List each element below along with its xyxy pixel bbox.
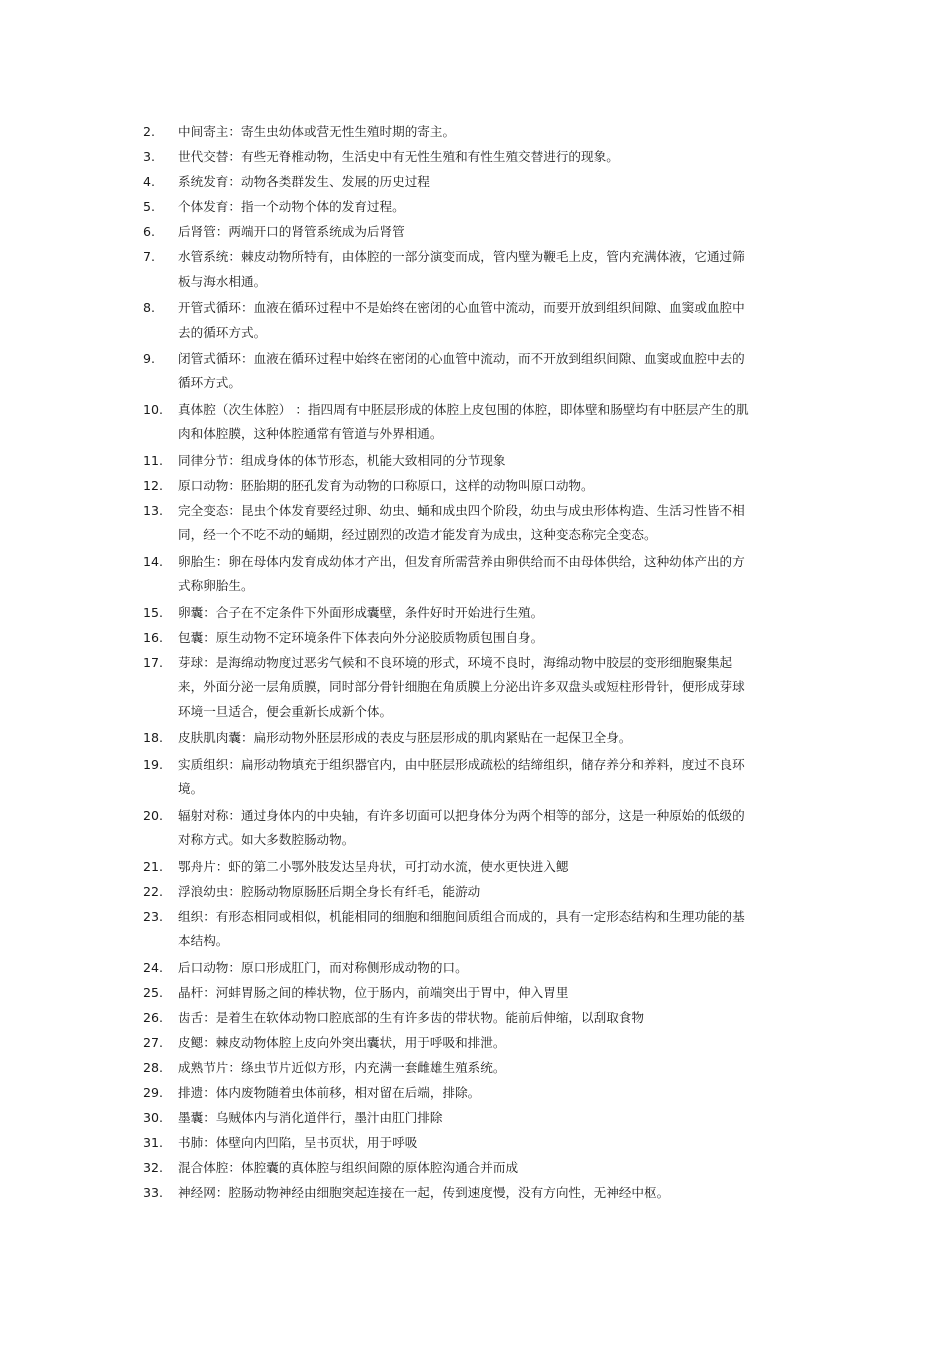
item-number: 28. [143, 1059, 164, 1075]
item-text: 齿舌：是着生在软体动物口腔底部的生有许多齿的带状物。能前后伸缩，以刮取食物 [178, 1009, 644, 1025]
item-text: 晶杆：河蚌胃肠之间的棒状物，位于肠内，前端突出于胃中，伸入胃里 [178, 984, 569, 1000]
item-text: 排遗：体内废物随着虫体前移，相对留在后端，排除。 [178, 1084, 481, 1100]
item-text: 完全变态：昆虫个体发育要经过卵、幼虫、蛹和成虫四个阶段，幼虫与成虫形体构造、生活习性皆不相同，经一个不吃不动的蛹期，经过剧烈的改造才能发育为成虫，这种变态称完全变态。 [178, 502, 745, 543]
definition-item [143, 220, 753, 245]
definition-item [143, 981, 753, 1006]
item-number: 26. [143, 1009, 164, 1025]
definition-item [143, 626, 753, 651]
definition-item [143, 956, 753, 981]
item-number: 20. [143, 807, 164, 823]
item-number: 4. [143, 173, 156, 189]
item-number: 14. [143, 553, 164, 569]
item-text: 闭管式循环：血液在循环过程中始终在密闭的心血管中流动，而不开放到组织间隙、血窦或血腔中去的循环方式。 [178, 350, 745, 391]
item-text: 水管系统：棘皮动物所特有，由体腔的一部分演变而成，管内壁为鞭毛上皮，管内充满体液，它通过筛板与海水相通。 [178, 248, 745, 289]
item-number: 2. [143, 124, 156, 139]
item-text: 芽球：是海绵动物度过恶劣气候和不良环境的形式，环境不良时，海绵动物中胶层的变形细胞聚集起来，外面分泌一层角质膜，同时部分骨针细胞在角质膜上分泌出许多双盘头或短柱形骨针，便形成芽球环境一旦适合，便会重新长成新个体。 [178, 654, 745, 719]
item-number: 3. [143, 148, 156, 164]
definition-item [143, 449, 753, 474]
definition-item [143, 1156, 753, 1181]
item-text: 皮鳃：棘皮动物体腔上皮向外突出囊状，用于呼吸和排泄。 [178, 1034, 506, 1050]
definition-item [143, 145, 753, 170]
item-text: 卵囊：合子在不定条件下外面形成囊壁，条件好时开始进行生殖。 [178, 604, 544, 620]
item-number: 16. [143, 629, 164, 645]
definition-item [143, 296, 753, 345]
item-number: 29. [143, 1084, 164, 1100]
item-number: 18. [143, 730, 164, 746]
definition-item [143, 1106, 753, 1131]
item-number: 17. [143, 654, 164, 670]
item-number: 5. [143, 198, 156, 214]
item-number: 23. [143, 908, 164, 924]
item-text: 实质组织：扁形动物填充于组织器官内，由中胚层形成疏松的结缔组织，储存养分和养料，度过不良环境。 [178, 756, 745, 797]
item-text: 混合体腔：体腔囊的真体腔与组织间隙的原体腔沟通合并而成 [178, 1159, 519, 1175]
definition-item [143, 1081, 753, 1106]
item-number: 22. [143, 883, 164, 899]
item-text: 真体腔（次生体腔） ：指四周有中胚层形成的体腔上皮包围的体腔，即体壁和肠壁均有中胚层产生的肌肉和体腔膜，这种体腔通常有管道与外界相通。 [178, 401, 749, 442]
item-number: 13. [143, 502, 164, 518]
definition-item [143, 905, 753, 954]
definition-item [143, 753, 753, 802]
definition-item [143, 1131, 753, 1156]
item-number: 6. [143, 223, 156, 239]
item-text: 包囊：原生动物不定环境条件下体表向外分泌胶质物质包围自身。 [178, 629, 544, 645]
definition-item [143, 726, 753, 751]
definition-item [143, 245, 753, 294]
definition-item [143, 651, 753, 725]
definition-item [143, 804, 753, 853]
item-text: 同律分节：组成身体的体节形态，机能大致相同的分节现象 [178, 452, 506, 468]
item-text: 系统发育：动物各类群发生、发展的历史过程 [178, 173, 430, 189]
definition-item [143, 1006, 753, 1031]
definition-item [143, 880, 753, 905]
definition-item [143, 601, 753, 626]
item-text: 开管式循环：血液在循环过程中不是始终在密闭的心血管中流动，而要开放到组织间隙、血窦或血腔中去的循环方式。 [178, 299, 745, 340]
item-number: 21. [143, 858, 164, 874]
item-number: 15. [143, 604, 164, 620]
item-text: 世代交替：有些无脊椎动物，生活史中有无性生殖和有性生殖交替进行的现象。 [178, 148, 619, 164]
definition-item [143, 1056, 753, 1081]
item-text: 后口动物：原口形成肛门，而对称侧形成动物的口。 [178, 959, 468, 975]
definition-item [143, 347, 753, 396]
definition-item [143, 170, 753, 195]
definition-item [143, 120, 753, 145]
definition-item [143, 195, 753, 220]
definition-item [143, 855, 753, 880]
item-text: 墨囊：乌贼体内与消化道伴行，墨汁由肛门排除 [178, 1109, 443, 1125]
item-number: 12. [143, 477, 164, 493]
item-text: 成熟节片：绦虫节片近似方形，内充满一套雌雄生殖系统。 [178, 1059, 506, 1075]
item-number: 7. [143, 248, 156, 264]
item-text: 个体发育：指一个动物个体的发育过程。 [178, 198, 405, 214]
item-text: 组织：有形态相同或相似，机能相同的细胞和细胞间质组合而成的，具有一定形态结构和生理功能的基本结构。 [178, 908, 745, 949]
definition-item [143, 550, 753, 599]
item-number: 31. [143, 1134, 164, 1150]
item-text: 鄂舟片：虾的第二小鄂外肢发达呈舟状，可打动水流，使水更快进入鳃 [178, 858, 569, 874]
item-text: 后肾管：两端开口的肾管系统成为后肾管 [178, 223, 405, 239]
item-number: 25. [143, 984, 164, 1000]
item-text: 辐射对称：通过身体内的中央轴，有许多切面可以把身体分为两个相等的部分，这是一种原始的低级的对称方式。如大多数腔肠动物。 [178, 807, 745, 848]
item-number: 30. [143, 1109, 164, 1125]
item-text: 书肺：体壁向内凹陷，呈书页状，用于呼吸 [178, 1134, 418, 1150]
item-text: 浮浪幼虫：腔肠动物原肠胚后期全身长有纤毛，能游动 [178, 883, 481, 899]
item-text: 卵胎生：卵在母体内发育成幼体才产出，但发育所需营养由卵供给而不由母体供给，这种幼体产出的方式称卵胎生。 [178, 553, 745, 594]
definition-item [143, 1031, 753, 1056]
item-number: 11. [143, 452, 164, 468]
definition-item [143, 1181, 753, 1206]
definition-item [143, 398, 753, 447]
item-number: 10. [143, 401, 164, 417]
item-number: 24. [143, 959, 164, 975]
item-text: 神经网：腔肠动物神经由细胞突起连接在一起，传到速度慢，没有方向性，无神经中枢。 [178, 1184, 670, 1200]
item-text: 原口动物：胚胎期的胚孔发育为动物的口称原口，这样的动物叫原口动物。 [178, 477, 594, 493]
item-number: 32. [143, 1159, 164, 1175]
item-number: 8. [143, 299, 156, 315]
item-number: 33. [143, 1184, 164, 1200]
item-number: 19. [143, 756, 164, 772]
item-number: 9. [143, 350, 156, 366]
item-text: 中间寄主：寄生虫幼体或营无性生殖时期的寄主。 [178, 124, 456, 139]
item-text: 皮肤肌肉囊：扁形动物外胚层形成的表皮与胚层形成的肌肉紧贴在一起保卫全身。 [178, 730, 632, 746]
item-number: 27. [143, 1034, 164, 1050]
definition-item [143, 499, 753, 548]
definition-item [143, 474, 753, 499]
definition-list [143, 120, 753, 1206]
